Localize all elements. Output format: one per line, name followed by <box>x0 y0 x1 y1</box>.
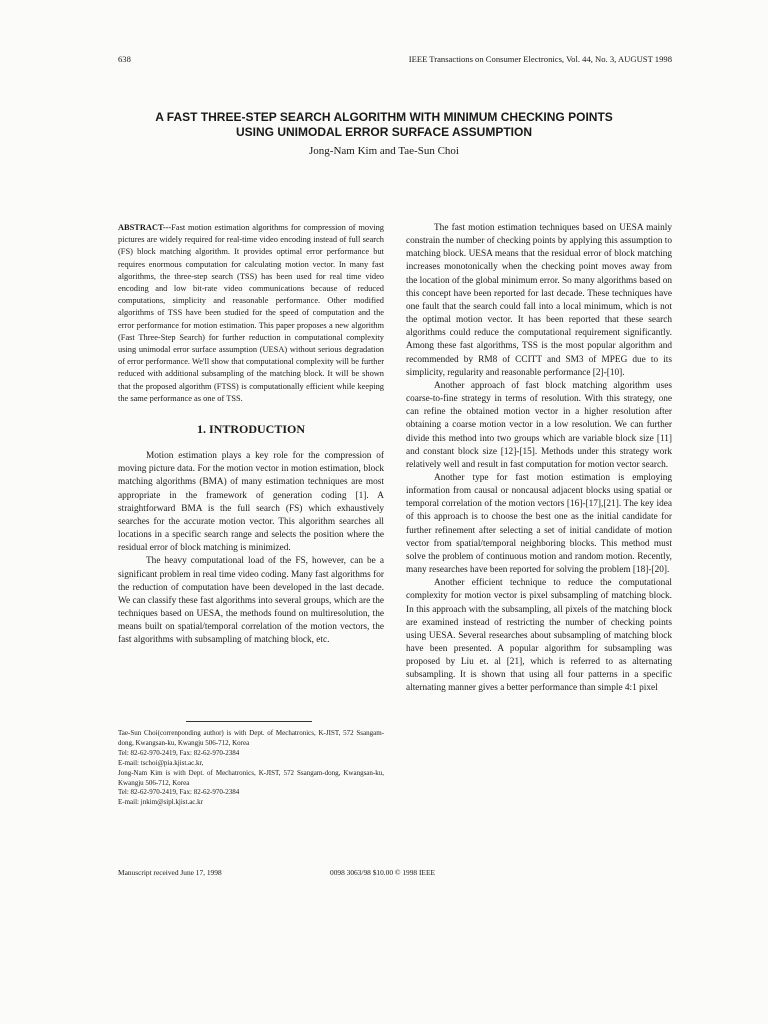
abstract-label: ABSTRACT--- <box>118 223 172 232</box>
abstract-text: Fast motion estimation algorithms for compression of moving pictures are widely required for real-time video encoding instead of full search (FS) block matching algorithm. It provides optimal error performance but requires enormous computation for calculating motion vector. In many fast algorithms, the three-step search (TSS) has been used for real time video encoding and low bit-rate video communications because of reduced computations, simplicity and reasonable performance. Other modified algorithms of TSS have been studied for the speed of computation and the error performance for motion estimation. This paper proposes a new algorithm (Fast Three-Step Search) for further reduction in computational complexity using unimodal error surface assumption (UESA) without serious degradation of error performance. We'll show that computational complexity will be further reduced with additional subsampling of the matching block. It will be shown that the proposed algorithm (FTSS) is computationally efficient while keeping the same performance as one of TSS. <box>118 223 384 403</box>
introduction-body <box>118 450 384 647</box>
section-heading-introduction: 1. INTRODUCTION <box>196 422 305 437</box>
page-number: 638 <box>118 54 131 64</box>
authors: Jong-Nam Kim and Tae-Sun Choi <box>309 145 459 157</box>
paper-title <box>100 110 668 140</box>
journal-citation: IEEE Transactions on Consumer Electronics, Vol. 44, No. 3, AUGUST 1998 <box>408 54 672 64</box>
footnote-line: E-mail: tschoi@pia.kjist.ac.kr, <box>118 758 204 767</box>
left-column <box>118 222 384 647</box>
abstract <box>118 222 384 405</box>
paragraph: Another efficient technique to reduce the computational complexity for motion vector is pixel subsampling of matching block. In this approach with the subsampling, all pixels of the matching block are examined instead of restricting the number of checking points using UESA. Several researches about subsampling of matching block have been presented. A popular algorithm for subsampling was proposed by Liu et. al [21], which is referred to as alternating subsampling. It is shown that using all four patterns in a specific alternating manner gives a better performance than simple 4:1 pixel <box>406 578 672 694</box>
footnote-line: Tel: 82-62-970-2419, Fax: 82-62-970-2384 <box>118 748 240 757</box>
author-footnote <box>118 729 384 808</box>
footnote-line: Tel: 82-62-970-2419, Fax: 82-62-970-2384 <box>118 788 240 797</box>
paragraph: Motion estimation plays a key role for the compression of moving picture data. For the motion vector in motion estimation, block matching algorithms (BMA) of many estimation techniques are most appropriate in the framework of generation coding [1]. A straightforward BMA is the full search (FS) which exhaustively searches for the accurate motion vector. This algorithm searches all locations in a specific search range and selects the position where the residual error of block matching is minimized. <box>118 451 384 554</box>
footnote-divider <box>186 721 312 722</box>
footnote-line: Jong-Nam Kim is with Dept. of Mechatronics, K-JIST, 572 Ssangam-dong, Kwangsan-ku, Kwangju 506-712, Korea <box>118 768 384 787</box>
right-column <box>406 222 672 696</box>
title-line-1: A FAST THREE-STEP SEARCH ALGORITHM WITH MINIMUM CHECKING POINTS <box>155 110 613 124</box>
paragraph: Another type for fast motion estimation is employing information from causal or noncausal adjacent blocks using spatial or temporal correlation of the motion vectors [16]-[17],[21]. The key idea of this approach is to choose the best one as the initial candidate for further refinement after selecting a set of initial candidate of motion vector from spatial/temporal neighboring blocks. This method must solve the problem of continuous motion and random motion. Recently, many researches have been reported for solving the problem [18]-[20]. <box>406 472 672 576</box>
manuscript-received: Manuscript received June 17, 1998 <box>118 868 222 877</box>
title-line-2: USING UNIMODAL ERROR SURFACE ASSUMPTION <box>235 125 532 139</box>
copyright-notice: 0098 3063/98 $10.00 © 1998 IEEE <box>330 868 435 877</box>
footnote-line: Tae-Sun Choi(correnponding author) is with Dept. of Mechatronics, K-JIST, 572 Ssangam-dong, Kwangsan-ku, Kwangju 506-712, Korea <box>118 729 384 747</box>
paragraph: The heavy computational load of the FS, however, can be a significant problem in real time video coding. Many fast algorithms for the reduction of computation have been developed in the last decade. We can classify these fast algorithms into several groups, which are the techniques based on UESA, the methods found on multiresolution, the means built on spatial/temporal correlation of the motion vectors, the fast algorithms with subsampling of matching block, etc. <box>118 556 384 646</box>
footnote-line: E-mail: jnkim@sipl.kjist.ac.kr <box>118 798 203 807</box>
running-header <box>118 54 672 68</box>
paragraph: The fast motion estimation techniques based on UESA mainly constrain the number of checking points by applying this assumption to matching block. UESA means that the residual error of block matching increases monotonically when the checking point moves away from the location of the global minimum error. So many algorithms based on this concept have been reported for last decade. These techniques have one fault that the search could fall into a local minimum, which is not the optimal motion vector. It has been reported that these search algorithms could reduce the computational requirement significantly. Among these fast algorithms, TSS is the most popular algorithm and recommended by RM8 of CCITT and SM3 of MPEG due to its simplicity, regularity and reasonable performance [2]-[10]. <box>406 223 672 378</box>
paragraph: Another approach of fast block matching algorithm uses coarse-to-fine strategy in terms of resolution. With this strategy, one can refine the obtained motion vector in a higher resolution after obtaining a coarse motion vector in a low resolution. We can further divide this method into two groups which are variable block size [11] and constant block size [12]-[15]. Methods under this strategy work relatively well and result in fast computation for motion vector search. <box>406 380 672 470</box>
